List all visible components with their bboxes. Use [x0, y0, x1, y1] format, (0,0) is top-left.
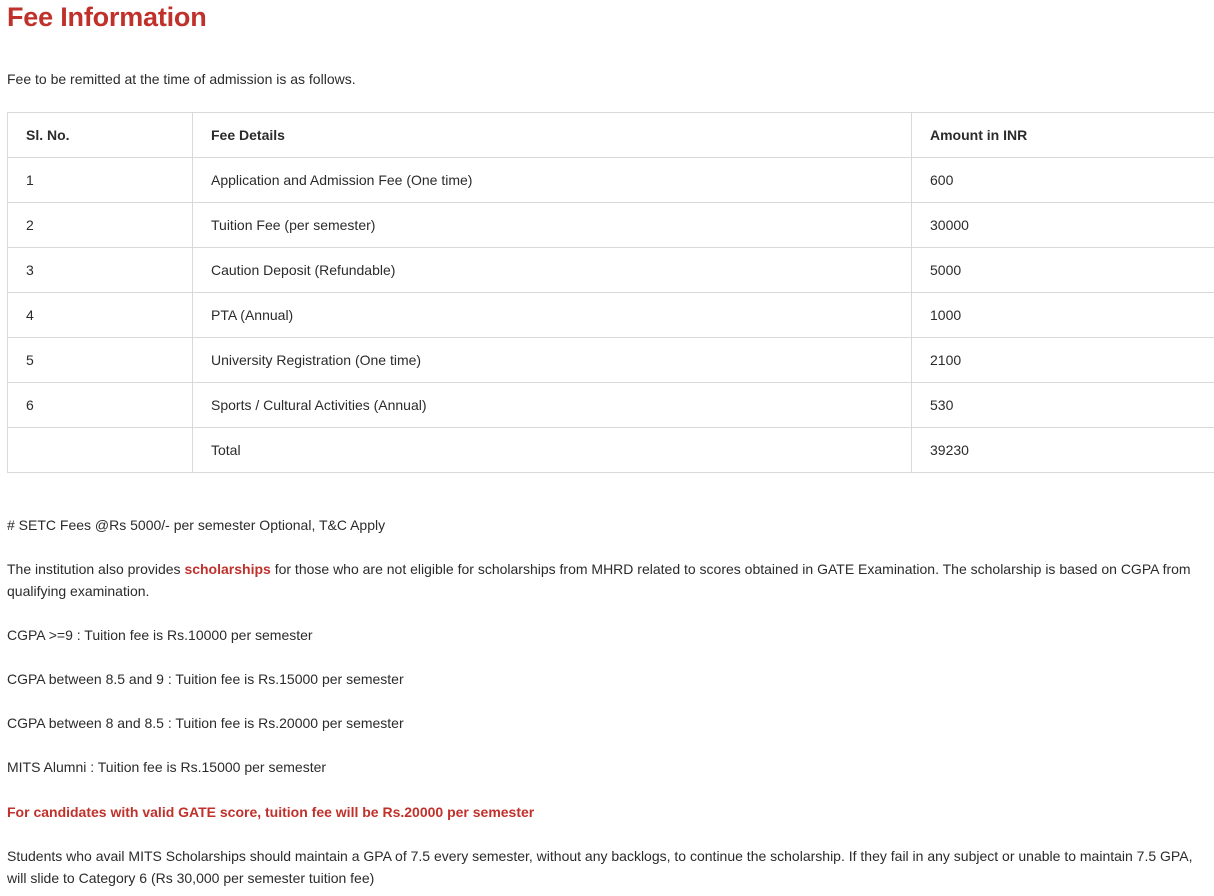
cell-sl-no: 6 [8, 383, 193, 428]
cell-sl-no [8, 428, 193, 473]
table-row [8, 383, 1214, 428]
cell-amount: 1000 [912, 293, 1214, 338]
cgpa-rule: CGPA between 8 and 8.5 : Tuition fee is Rs.20000 per semester [7, 715, 404, 731]
cell-sl-no: 5 [8, 338, 193, 383]
table-row [8, 338, 1214, 383]
final-note: Students who avail MITS Scholarships should maintain a GPA of 7.5 every semester, without any backlogs, to continue the scholarship. If they fail in any subject or unable to maintain 7.5 GPA, will slide to Category 6 (Rs 30,000 per semester tuition fee) [7, 848, 1193, 886]
table-row [8, 158, 1214, 203]
cell-sl-no: 1 [8, 158, 193, 203]
table-row [8, 293, 1214, 338]
fee-table [7, 112, 1214, 473]
table-row-total [8, 428, 1214, 473]
cell-fee-details: Sports / Cultural Activities (Annual) [193, 383, 912, 428]
table-header-row [8, 113, 1214, 158]
cell-total-label: Total [193, 428, 912, 473]
cell-amount: 30000 [912, 203, 1214, 248]
header-fee-details: Fee Details [193, 113, 912, 158]
setc-note: # SETC Fees @Rs 5000/- per semester Optional, T&C Apply [7, 517, 386, 533]
table-row [8, 203, 1214, 248]
cell-total-amount: 39230 [912, 428, 1214, 473]
cell-sl-no: 4 [8, 293, 193, 338]
header-amount: Amount in INR [912, 113, 1214, 158]
scholarship-text-before: The institution also provides [7, 561, 185, 577]
intro-text: Fee to be remitted at the time of admission is as follows. [7, 71, 356, 87]
cell-fee-details: Application and Admission Fee (One time) [193, 158, 912, 203]
cell-amount: 600 [912, 158, 1214, 203]
cell-fee-details: PTA (Annual) [193, 293, 912, 338]
gate-note: For candidates with valid GATE score, tuition fee will be Rs.20000 per semester [7, 804, 535, 820]
alumni-rule: MITS Alumni : Tuition fee is Rs.15000 per semester [7, 759, 327, 775]
cell-amount: 5000 [912, 248, 1214, 293]
scholarship-paragraph [7, 558, 1214, 602]
header-sl-no: Sl. No. [8, 113, 193, 158]
cgpa-rule: CGPA between 8.5 and 9 : Tuition fee is Rs.15000 per semester [7, 671, 404, 687]
scholarship-text-after: for those who are not eligible for scholarships from MHRD related to scores obtained in GATE Examination. The scholarship is based on CGPA from qualifying examination. [7, 561, 1191, 599]
cell-amount: 530 [912, 383, 1214, 428]
cgpa-rule: CGPA >=9 : Tuition fee is Rs.10000 per semester [7, 627, 313, 643]
table-row [8, 248, 1214, 293]
cell-sl-no: 3 [8, 248, 193, 293]
cell-amount: 2100 [912, 338, 1214, 383]
cell-fee-details: Caution Deposit (Refundable) [193, 248, 912, 293]
cell-fee-details: University Registration (One time) [193, 338, 912, 383]
scholarships-link[interactable]: scholarships [184, 561, 271, 577]
page-title: Fee Information [7, 2, 207, 32]
cell-fee-details: Tuition Fee (per semester) [193, 203, 912, 248]
cell-sl-no: 2 [8, 203, 193, 248]
